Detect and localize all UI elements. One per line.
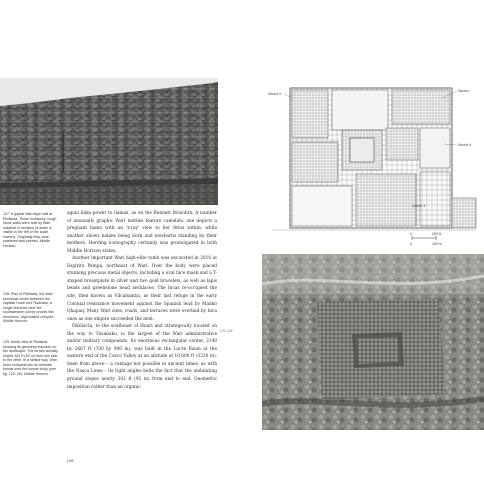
scale-m-zero: 0 <box>410 242 412 246</box>
plan-label-sector-2: Sector II <box>268 92 282 96</box>
page-number: | 98 <box>67 458 74 463</box>
pikillacta-aerial-photo <box>262 254 484 430</box>
caption-fig-128: 128. Plan of Pikillacta, the Wari provincial center between the capitals Huari and Tiwanaku. A single entrance near the southwestern corner proves this enormous, high-walled complex Middle Horizon. <box>3 292 54 323</box>
scale-ft-max: 200 ft <box>432 232 441 236</box>
paragraph-2: Another important Wari high-elite tomb was excavated in 2010 at Espíritu Pampa, northeast of Wari. Over the body were placed stunning precious metal objects, including a oval face mask and a T-shaped breastplate in silver and two gold bracelets, as well as lapis beads and greenstone bead necklaces. The Incas re-occupied the site, then known as Vilcabamba, as their last refuge in the early Colonial resistance movement against the Spanish lead by Manko Qhapaq. Many Wari sites, roads, and terraces were overlaid by Inca ones as one empire succeeded the next. <box>67 256 217 322</box>
paragraph-3: Pikillacta, to the southeast of Huari and strategically located on the way to Tiwanaku, is the largest of the Wari administrative and/or military compounds. Its enormous rectangular center, 2140 by 2667 ft (700 by 800 m), was built in the Lucre Basin at the eastern end of the Cuzco Valley at an altitude of 10,600 ft (3230 m). Seen from above – a vantage not possible in ancient times, as with the Nasca Lines – its right angles belie the fact that the undulating ground slopes nearly 302 ft (92 m) from end to end. Geometric imposition rather than an organic <box>67 324 217 390</box>
paragraph-1: again links power to llamas, as on the Bennett Monolith. A number of unusually graphic Wari textiles feature camelids: one depicts a pregnant llama with an 'x-ray' view to her fetus within, while another shows babies being born and newborns standing by their mothers. Herding iconography certainly was promulgated in both Middle Horizon states. <box>67 211 217 254</box>
plan-label-sector-3: Sector 3 <box>412 204 426 208</box>
scale-m-max: 100 m <box>432 242 442 246</box>
plan-label-sector-4: Sector 4 <box>458 143 472 147</box>
wari-wall-photo <box>0 78 218 205</box>
caption-fig-127: 127. A typical Wari-style wall at Pikillacta. These multistory, rough stone walls were built by Wari subjects in sections (a seam is visible to the left of the scale marker). Originally they were plastered and painted. Middle Horizon. <box>3 212 57 248</box>
pikillacta-site-plan <box>262 80 484 250</box>
body-text <box>67 210 217 391</box>
caption-fig-129: 129. Aerial view of Pikillacta showing its geometry imposed on the landscape. The terrain actually slopes 302 ft (92 m) from one side to the other. In a similar way, Wari turns conquest into an intimate format over the human body (see fig. 122–25). Middle Horizon. <box>3 340 58 376</box>
scale-ft-zero: 0 <box>410 232 412 236</box>
plan-label-sector-1: Sector I <box>458 89 471 93</box>
figure-reference-label: 127–129 <box>220 329 233 333</box>
